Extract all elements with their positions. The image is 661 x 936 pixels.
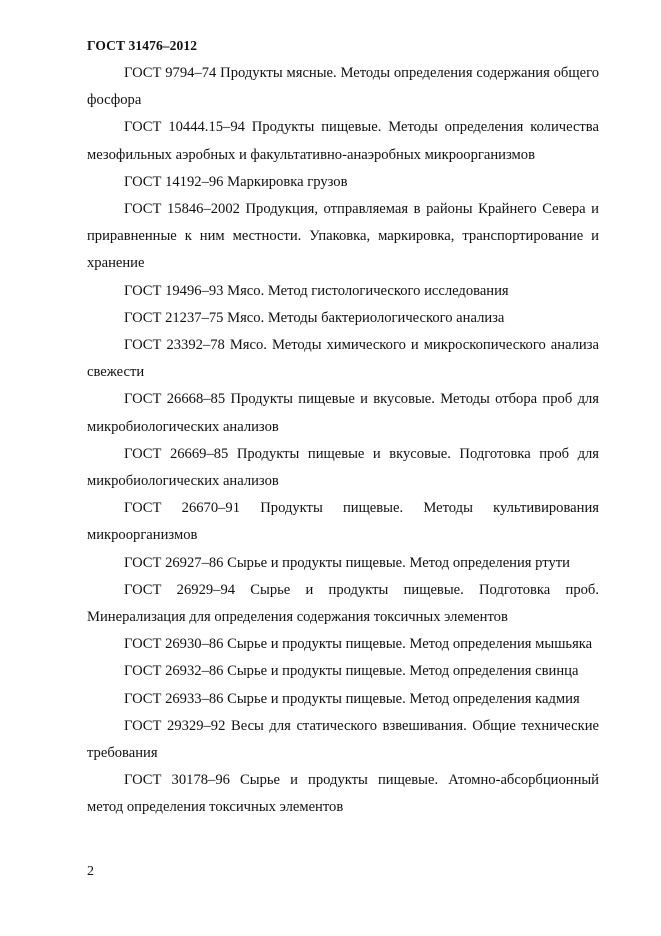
reference-item: ГОСТ 30178–96 Сырье и продукты пищевые. Атомно-абсорбционный метод определения токсичных элементов [87,772,599,816]
reference-item: ГОСТ 9794–74 Продукты мясные. Методы определения содержания общего фосфора [87,65,599,109]
reference-item: ГОСТ 15846–2002 Продукция, отправляемая в районы Крайнего Севера и приравненные к ним местности. Упаковка, маркировка, транспортирование и хранение [87,201,599,272]
reference-item: ГОСТ 26668–85 Продукты пищевые и вкусовые. Методы отбора проб для микробиологических анализов [87,391,599,435]
reference-item: ГОСТ 23392–78 Мясо. Методы химического и микроскопического анализа свежести [87,337,599,381]
reference-item: ГОСТ 26932–86 Сырье и продукты пищевые. Метод определения свинца [124,663,579,680]
reference-item: ГОСТ 10444.15–94 Продукты пищевые. Методы определения количества мезофильных аэробных и факультативно-анаэробных микроорганизмов [87,119,599,163]
reference-item: ГОСТ 29329–92 Весы для статического взвешивания. Общие технические требования [87,717,599,762]
reference-item: ГОСТ 19496–93 Мясо. Метод гистологического исследования [124,282,509,299]
reference-item: ГОСТ 26933–86 Сырье и продукты пищевые. Метод определения кадмия [124,690,580,707]
reference-item: ГОСТ 26670–91 Продукты пищевые. Методы культивирования микроорганизмов [87,500,599,544]
reference-item: ГОСТ 21237–75 Мясо. Методы бактериологического анализа [124,309,505,326]
reference-item: ГОСТ 26930–86 Сырье и продукты пищевые. Метод определения мышьяка [124,636,593,653]
page-number: 2 [87,864,94,879]
reference-item: ГОСТ 14192–96 Маркировка грузов [124,173,348,190]
reference-item: ГОСТ 26927–86 Сырье и продукты пищевые. Метод определения ртути [124,554,570,571]
reference-item: ГОСТ 26929–94 Сырье и продукты пищевые. Подготовка проб. Минерализация для определения содержания токсичных элементов [87,581,599,626]
document-header: ГОСТ 31476–2012 [87,38,198,53]
reference-item: ГОСТ 26669–85 Продукты пищевые и вкусовые. Подготовка проб для микробиологических анализов [87,445,599,490]
references-list [87,60,599,822]
